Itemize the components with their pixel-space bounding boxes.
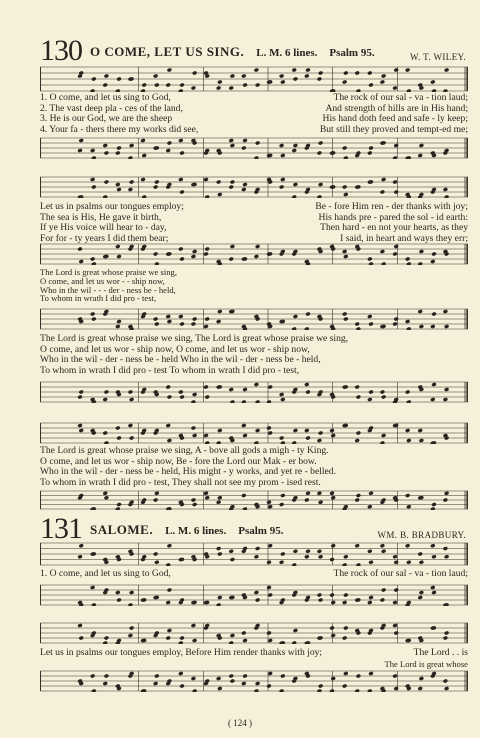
lyric-line: To whom in wrath I did pro - test, — [40, 293, 157, 304]
verse-block-2 — [40, 202, 468, 244]
hymn-title: SALOME. — [90, 522, 154, 537]
lyric-phrase: Be - fore Him ren - der thanks with joy; — [315, 201, 468, 212]
treble-staff — [40, 542, 468, 566]
lyric-line — [40, 648, 468, 659]
lyric-phrase: For for - ty years I did them bear; — [40, 232, 169, 244]
lyric-line — [40, 569, 468, 580]
lyric-phrase: And strength of hills are in His hand; — [325, 102, 468, 114]
lyric-line — [40, 125, 468, 136]
lyric-line — [40, 93, 468, 104]
hymn-author: WM. B. BRADBURY. — [377, 530, 466, 540]
bass-staff — [40, 670, 468, 692]
hymn-psalm: Psalm 95. — [329, 47, 375, 59]
treble-staff — [40, 422, 468, 444]
lyric-phrase: His hand doth feed and safe - ly keep; — [322, 113, 468, 125]
lyric-phrase: 4. Your fa - thers there my works did see, — [40, 123, 199, 135]
verse-block-1 — [40, 93, 468, 135]
lyric-line: The Lord is great whose praise we sing, — [40, 267, 177, 277]
lyric-line: O come, and let us wor - ship now, O come, and let us wor - ship now, — [40, 343, 310, 355]
bass-staff — [40, 381, 468, 403]
treble-staff — [40, 622, 468, 644]
bass-staff — [40, 490, 468, 510]
bass-staff — [40, 584, 468, 606]
lyric-phrase: The Lord . . is — [413, 647, 468, 658]
lyric-phrase: His hands pre - pared the sol - id earth: — [318, 211, 468, 223]
lyric-line: Who in the wil - der - ness be - held, His might - y works, and yet re - belled. — [40, 466, 337, 478]
lyric-phrase: But still they proved and tempt-ed me; — [319, 123, 468, 135]
lyric-line: The Lord is great whose — [384, 658, 468, 669]
lyric-phrase: Let us in psalms our tongues employ, Before Him render thanks with joy; — [40, 647, 323, 658]
verse-tail-block — [40, 268, 468, 303]
bass-staff — [40, 243, 468, 265]
lyric-phrase: The rock of our sal - va - tion laud; — [333, 92, 468, 103]
bass-staff — [40, 137, 468, 159]
verse-block-3 — [40, 334, 468, 376]
treble-staff — [40, 66, 468, 92]
verse-block-6 — [40, 648, 468, 669]
lyric-phrase: 2. The vast deep pla - ces of the land, — [40, 102, 183, 114]
hymn-131-header — [40, 514, 466, 544]
treble-staff — [40, 308, 468, 330]
lyric-line: Who in the wil - der - ness be - held Who in the wil - der - ness be - held, — [40, 354, 321, 366]
hymn-number: 130 — [40, 34, 82, 67]
hymn-130-header — [40, 36, 466, 66]
lyric-phrase: If ye His voice will hear to - day, — [40, 222, 167, 234]
hymn-title: O COME, LET US SING. — [90, 44, 245, 59]
lyric-phrase: 1. O come, and let us sing to God, — [40, 92, 171, 103]
lyric-phrase: Let us in psalms our tongues employ; — [40, 201, 184, 212]
lyric-line: To whom in wrath I did pro - test To whom in wrath I did pro - test, — [40, 364, 300, 376]
treble-staff — [40, 176, 468, 198]
hymn-author: W. T. WILEY. — [409, 52, 466, 62]
hymn-meter: L. M. 6 lines. — [256, 47, 318, 59]
lyric-line: O come, and let us wor - - ship now, — [40, 275, 165, 286]
verse-block-5 — [40, 569, 468, 580]
hymn-meter: L. M. 6 lines. — [165, 525, 227, 537]
page-number: ( 124 ) — [228, 718, 252, 728]
lyric-line: O come, and let us wor - ship now, Be - fore the Lord our Mak - er bow. — [40, 455, 317, 467]
lyric-phrase: 1. O come, and let us sing to God, — [40, 568, 171, 579]
verse-block-4 — [40, 446, 468, 488]
lyric-phrase: 3. He is our God, we are the sheep — [40, 113, 173, 125]
lyric-line: The Lord is great whose praise we sing, The Lord is great whose praise we sing, — [40, 333, 349, 344]
lyric-line: To whom in wrath I did pro - test, They shall not see my prom - ised rest. — [40, 476, 321, 488]
hymn-number: 131 — [40, 512, 82, 545]
lyric-phrase: The sea is His, He gave it birth, — [40, 211, 162, 223]
lyric-line: The Lord is great whose praise we sing, A - bove all gods a migh - ty King. — [40, 445, 329, 456]
lyric-phrase: The rock of our sal - va - tion laud; — [333, 568, 468, 579]
lyric-line — [40, 202, 468, 213]
lyric-phrase: Then hard - en not your hearts, as they — [320, 222, 468, 234]
hymn-psalm: Psalm 95. — [238, 525, 284, 537]
lyric-line: Who in the wil - - - der - ness be - held, — [40, 284, 176, 295]
lyric-phrase: I said, in heart and ways they err; — [340, 232, 468, 244]
